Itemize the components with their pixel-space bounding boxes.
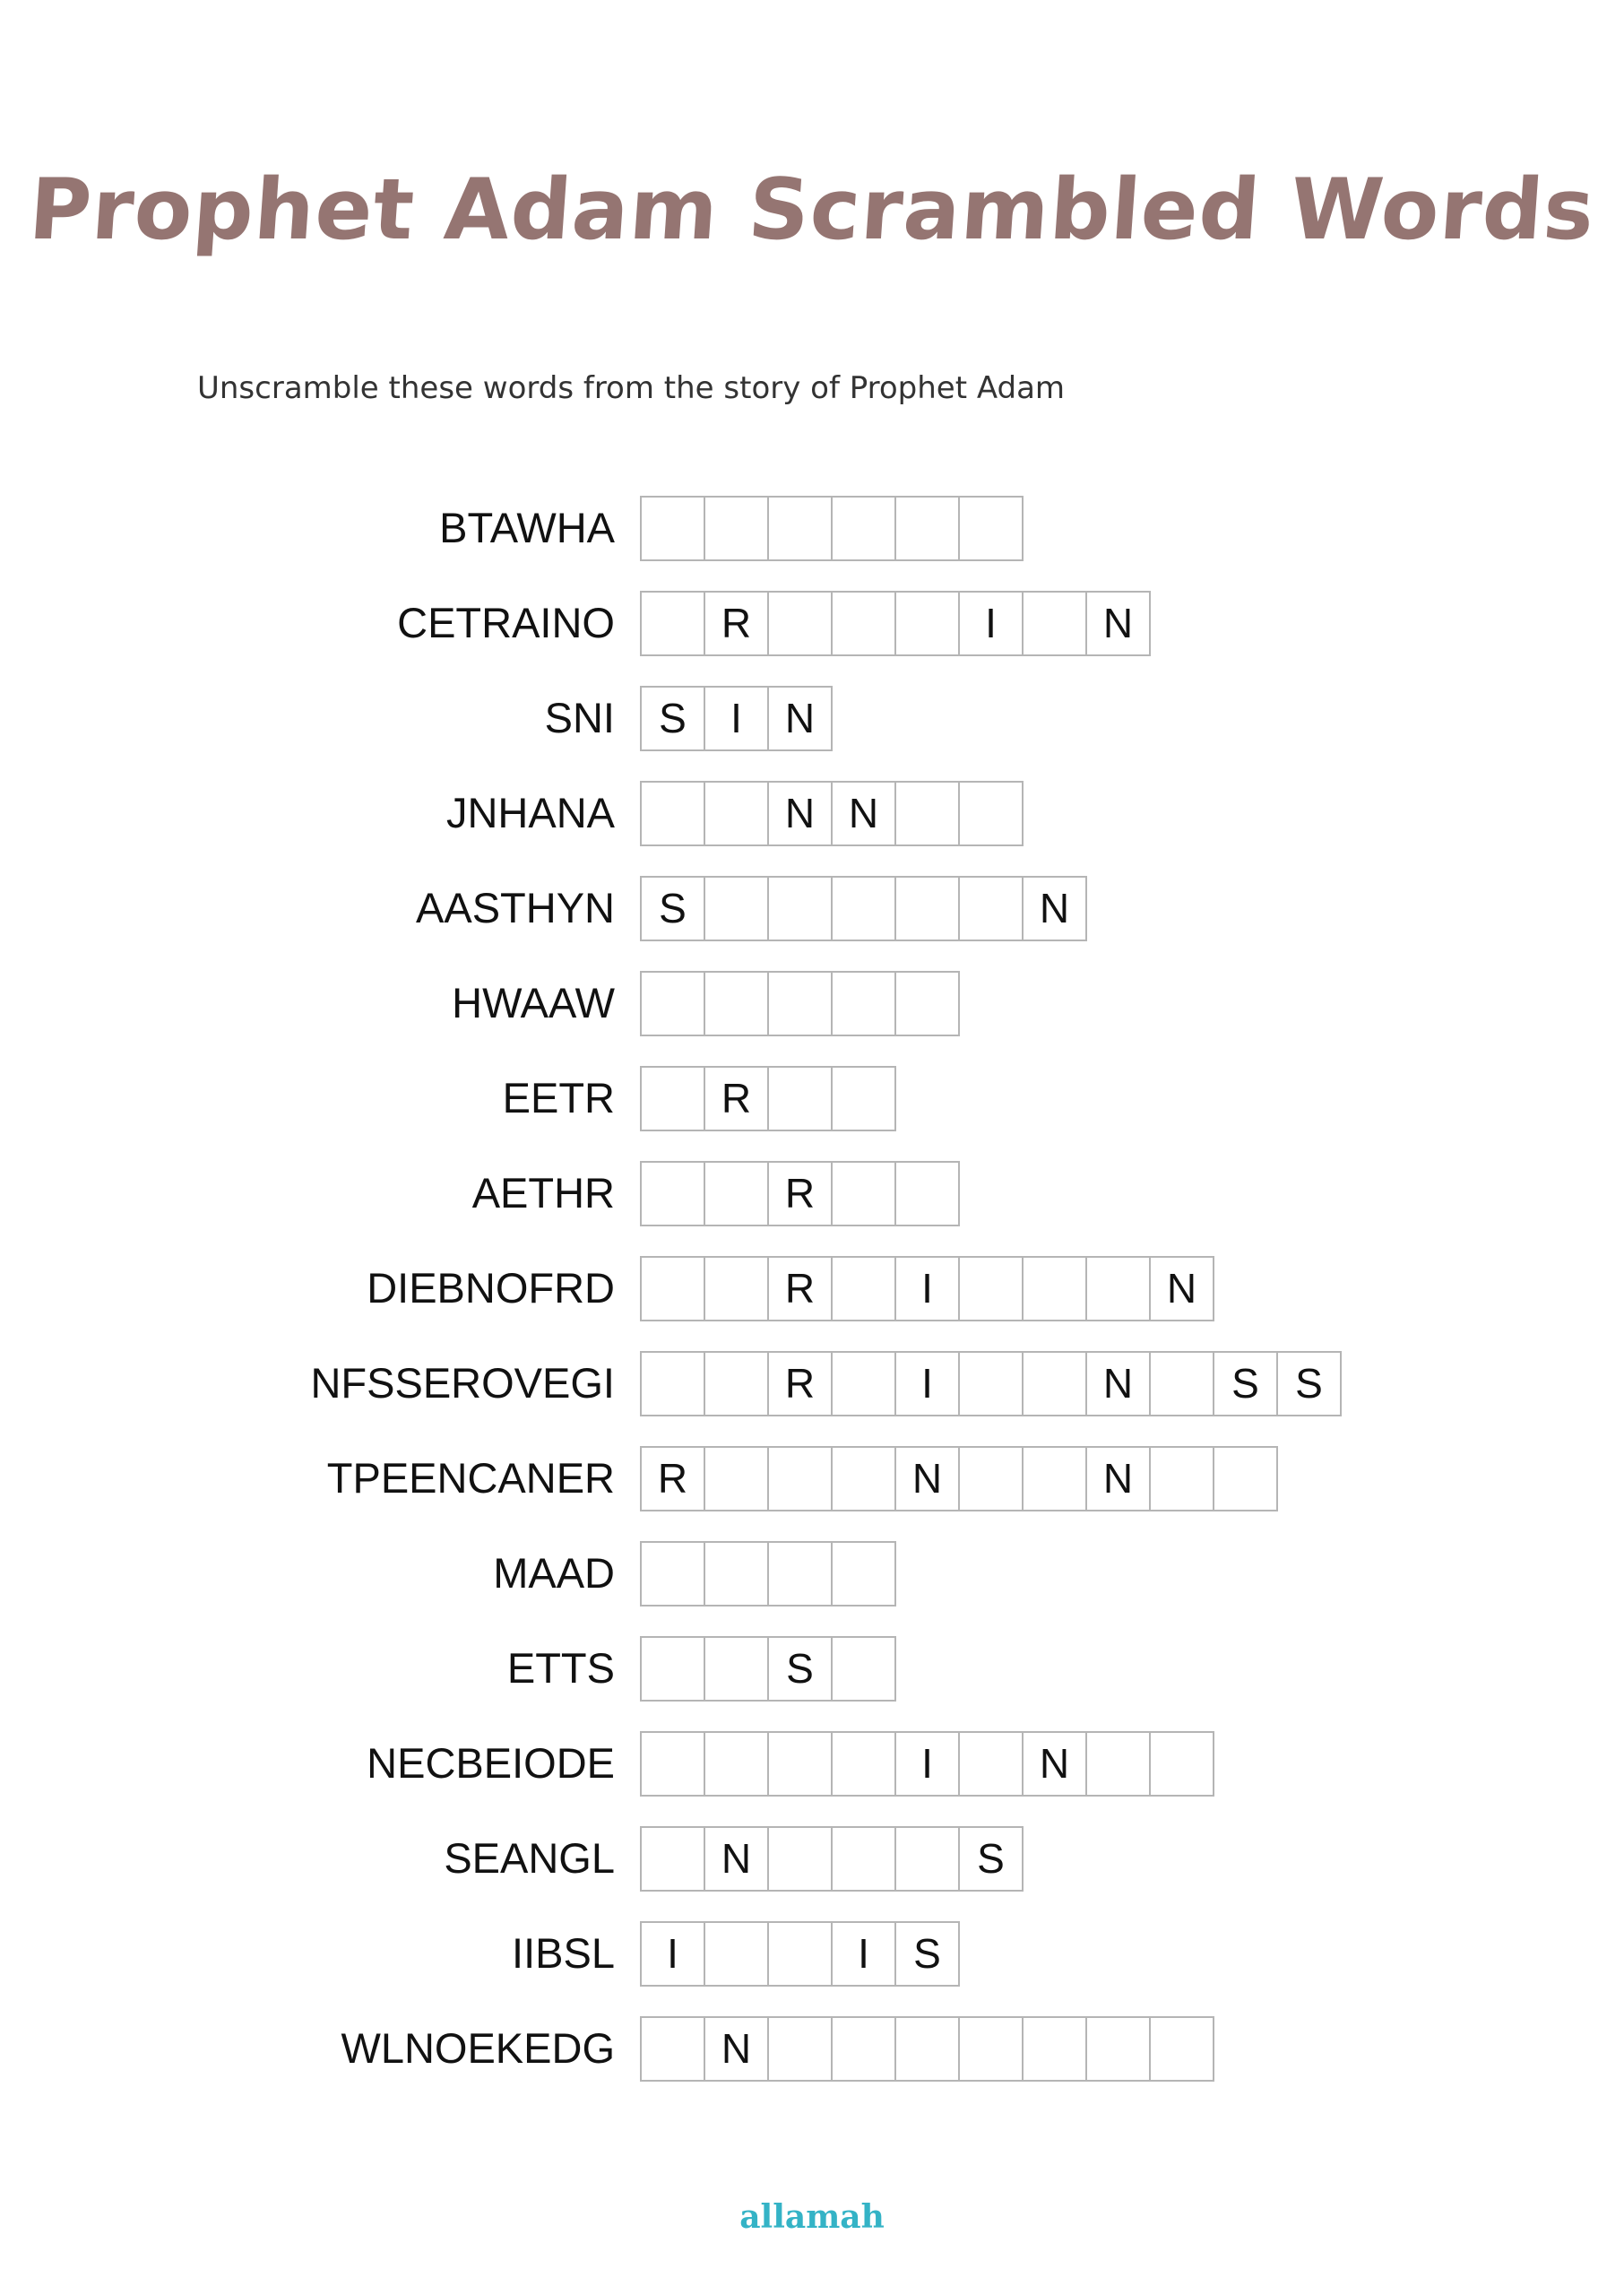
scrambled-word: IIBSL <box>512 1929 615 1977</box>
letter-box[interactable] <box>1022 591 1087 656</box>
letter-box[interactable] <box>640 781 705 846</box>
puzzle-row <box>0 876 1624 940</box>
letter-box[interactable]: N <box>1022 1731 1087 1797</box>
letter-box[interactable] <box>1149 1351 1214 1416</box>
letter-box[interactable] <box>767 591 833 656</box>
letter-box[interactable] <box>831 1541 896 1606</box>
letter-box[interactable] <box>831 1161 896 1226</box>
puzzle-row <box>0 1161 1624 1225</box>
answer-boxes <box>640 1446 1276 1510</box>
letter-box[interactable] <box>704 496 769 561</box>
scrambled-word: TPEENCANER <box>326 1454 615 1502</box>
puzzle-row <box>0 686 1624 749</box>
letter-box[interactable]: N <box>894 1446 960 1511</box>
letter-box[interactable]: I <box>894 1731 960 1797</box>
letter-box[interactable] <box>1085 2016 1151 2082</box>
letter-box[interactable] <box>767 1731 833 1797</box>
letter-box[interactable]: S <box>1276 1351 1342 1416</box>
letter-box[interactable] <box>1022 1351 1087 1416</box>
letter-box[interactable] <box>831 496 896 561</box>
scrambled-word: BTAWHA <box>439 504 615 551</box>
letter-box[interactable] <box>1085 1731 1151 1797</box>
letter-box[interactable] <box>704 1161 769 1226</box>
letter-box[interactable] <box>958 876 1024 941</box>
letter-box[interactable] <box>958 496 1024 561</box>
letter-box[interactable] <box>640 1066 705 1131</box>
letter-box[interactable] <box>640 1636 705 1702</box>
scrambled-word: NFSSEROVEGI <box>310 1359 615 1407</box>
letter-box[interactable] <box>767 971 833 1036</box>
scrambled-word: HWAAW <box>452 979 615 1026</box>
letter-box[interactable] <box>704 1351 769 1416</box>
answer-boxes <box>640 876 1085 940</box>
letter-box[interactable] <box>831 591 896 656</box>
scrambled-word: SEANGL <box>444 1834 615 1882</box>
instructions-text: Unscramble these words from the story of Prophet Adam <box>197 370 1066 406</box>
letter-box[interactable]: I <box>704 686 769 751</box>
letter-box[interactable] <box>640 1826 705 1892</box>
puzzle-row <box>0 591 1624 654</box>
letter-box[interactable]: N <box>1022 876 1087 941</box>
answer-boxes <box>640 1541 894 1605</box>
scrambled-word: ETTS <box>506 1644 615 1692</box>
letter-box[interactable]: N <box>1085 1351 1151 1416</box>
letter-box[interactable] <box>767 1066 833 1131</box>
letter-box[interactable] <box>640 971 705 1036</box>
answer-boxes <box>640 1731 1213 1795</box>
letter-box[interactable] <box>831 876 896 941</box>
letter-box[interactable] <box>704 1446 769 1511</box>
letter-box[interactable] <box>640 1256 705 1321</box>
answer-boxes <box>640 2016 1213 2080</box>
letter-box[interactable] <box>1213 1446 1278 1511</box>
letter-box[interactable] <box>894 781 960 846</box>
scrambled-word: DIEBNOFRD <box>367 1264 615 1312</box>
letter-box[interactable] <box>704 971 769 1036</box>
letter-box[interactable]: S <box>767 1636 833 1702</box>
letter-box[interactable] <box>894 591 960 656</box>
letter-box[interactable]: N <box>704 2016 769 2082</box>
letter-box[interactable] <box>1149 2016 1214 2082</box>
letter-box[interactable] <box>767 496 833 561</box>
letter-box[interactable] <box>894 876 960 941</box>
answer-boxes <box>640 591 1149 654</box>
letter-box[interactable] <box>1022 2016 1087 2082</box>
letter-box[interactable]: I <box>894 1351 960 1416</box>
answer-boxes <box>640 1351 1340 1415</box>
puzzle-row <box>0 1446 1624 1510</box>
letter-box[interactable] <box>1022 1446 1087 1511</box>
puzzle-row <box>0 1921 1624 1985</box>
letter-box[interactable] <box>1085 1256 1151 1321</box>
puzzle-row <box>0 1731 1624 1795</box>
scrambled-word: MAAD <box>493 1549 615 1597</box>
letter-box[interactable]: S <box>640 876 705 941</box>
letter-box[interactable] <box>704 781 769 846</box>
scrambled-word: JNHANA <box>445 789 615 836</box>
scrambled-word: EETR <box>502 1074 615 1122</box>
letter-box[interactable] <box>894 971 960 1036</box>
letter-box[interactable]: N <box>704 1826 769 1892</box>
letter-box[interactable] <box>704 1256 769 1321</box>
letter-box[interactable]: I <box>640 1921 705 1987</box>
scrambled-word: AASTHYN <box>416 884 615 931</box>
letter-box[interactable]: R <box>767 1256 833 1321</box>
answer-boxes <box>640 1636 894 1700</box>
letter-box[interactable] <box>704 1731 769 1797</box>
letter-box[interactable] <box>894 2016 960 2082</box>
letter-box[interactable] <box>958 1446 1024 1511</box>
letter-box[interactable] <box>1022 1256 1087 1321</box>
letter-box[interactable]: I <box>894 1256 960 1321</box>
scrambled-word: WLNOEKEDG <box>341 2024 615 2072</box>
letter-box[interactable] <box>894 1161 960 1226</box>
letter-box[interactable] <box>640 1351 705 1416</box>
letter-box[interactable] <box>831 1636 896 1702</box>
letter-box[interactable] <box>640 1161 705 1226</box>
letter-box[interactable] <box>958 2016 1024 2082</box>
scrambled-word: SNI <box>544 694 615 741</box>
puzzle-row <box>0 971 1624 1035</box>
letter-box[interactable]: R <box>767 1161 833 1226</box>
letter-box[interactable] <box>704 1541 769 1606</box>
letter-box[interactable] <box>640 1731 705 1797</box>
answer-boxes <box>640 1256 1213 1320</box>
letter-box[interactable] <box>767 1921 833 1987</box>
letter-box[interactable] <box>704 876 769 941</box>
letter-box[interactable] <box>767 2016 833 2082</box>
letter-box[interactable] <box>767 1541 833 1606</box>
letter-box[interactable]: N <box>831 781 896 846</box>
brand-logo: allamah <box>739 2198 885 2236</box>
letter-box[interactable]: N <box>767 686 833 751</box>
letter-box[interactable] <box>640 2016 705 2082</box>
letter-box[interactable] <box>1149 1731 1214 1797</box>
puzzle-row <box>0 1541 1624 1605</box>
letter-box[interactable] <box>831 1351 896 1416</box>
scrambled-word: NECBEIODE <box>367 1739 615 1787</box>
puzzle-row <box>0 781 1624 844</box>
letter-box[interactable] <box>640 1541 705 1606</box>
letter-box[interactable] <box>767 876 833 941</box>
puzzle-row <box>0 1256 1624 1320</box>
letter-box[interactable]: R <box>704 1066 769 1131</box>
letter-box[interactable] <box>831 2016 896 2082</box>
letter-box[interactable]: N <box>1085 591 1151 656</box>
answer-boxes <box>640 781 1022 844</box>
answer-boxes <box>640 686 831 749</box>
puzzle-row <box>0 1066 1624 1130</box>
letter-box[interactable]: S <box>1213 1351 1278 1416</box>
letter-box[interactable] <box>767 1446 833 1511</box>
puzzle-row <box>0 1826 1624 1890</box>
page-title: Prophet Adam Scrambled Words <box>25 161 1599 259</box>
letter-box[interactable]: I <box>958 591 1024 656</box>
answer-boxes <box>640 1161 958 1225</box>
letter-box[interactable]: R <box>704 591 769 656</box>
letter-box[interactable] <box>958 781 1024 846</box>
letter-box[interactable] <box>894 496 960 561</box>
letter-box[interactable]: R <box>767 1351 833 1416</box>
puzzle-row <box>0 2016 1624 2080</box>
letter-box[interactable] <box>831 1256 896 1321</box>
letter-box[interactable] <box>958 1731 1024 1797</box>
letter-box[interactable]: N <box>767 781 833 846</box>
answer-boxes <box>640 1826 1022 1890</box>
letter-box[interactable] <box>704 1921 769 1987</box>
letter-box[interactable]: S <box>958 1826 1024 1892</box>
letter-box[interactable] <box>894 1826 960 1892</box>
letter-box[interactable] <box>831 971 896 1036</box>
answer-boxes <box>640 1921 958 1985</box>
puzzle-row <box>0 1636 1624 1700</box>
letter-box[interactable]: S <box>640 686 705 751</box>
letter-box[interactable] <box>831 1446 896 1511</box>
scrambled-word: AETHR <box>471 1169 615 1217</box>
letter-box[interactable]: I <box>831 1921 896 1987</box>
letter-box[interactable] <box>704 1636 769 1702</box>
letter-box[interactable]: R <box>640 1446 705 1511</box>
letter-box[interactable] <box>1149 1446 1214 1511</box>
answer-boxes <box>640 971 958 1035</box>
letter-box[interactable] <box>831 1066 896 1131</box>
puzzle-row <box>0 496 1624 559</box>
letter-box[interactable] <box>831 1826 896 1892</box>
answer-boxes <box>640 496 1022 559</box>
letter-box[interactable] <box>831 1731 896 1797</box>
letter-box[interactable] <box>767 1826 833 1892</box>
letter-box[interactable]: N <box>1149 1256 1214 1321</box>
letter-box[interactable] <box>640 496 705 561</box>
scrambled-word: CETRAINO <box>397 599 615 646</box>
letter-box[interactable] <box>958 1351 1024 1416</box>
letter-box[interactable] <box>958 1256 1024 1321</box>
letter-box[interactable]: N <box>1085 1446 1151 1511</box>
answer-boxes <box>640 1066 894 1130</box>
puzzle-row <box>0 1351 1624 1415</box>
letter-box[interactable] <box>640 591 705 656</box>
letter-box[interactable]: S <box>894 1921 960 1987</box>
